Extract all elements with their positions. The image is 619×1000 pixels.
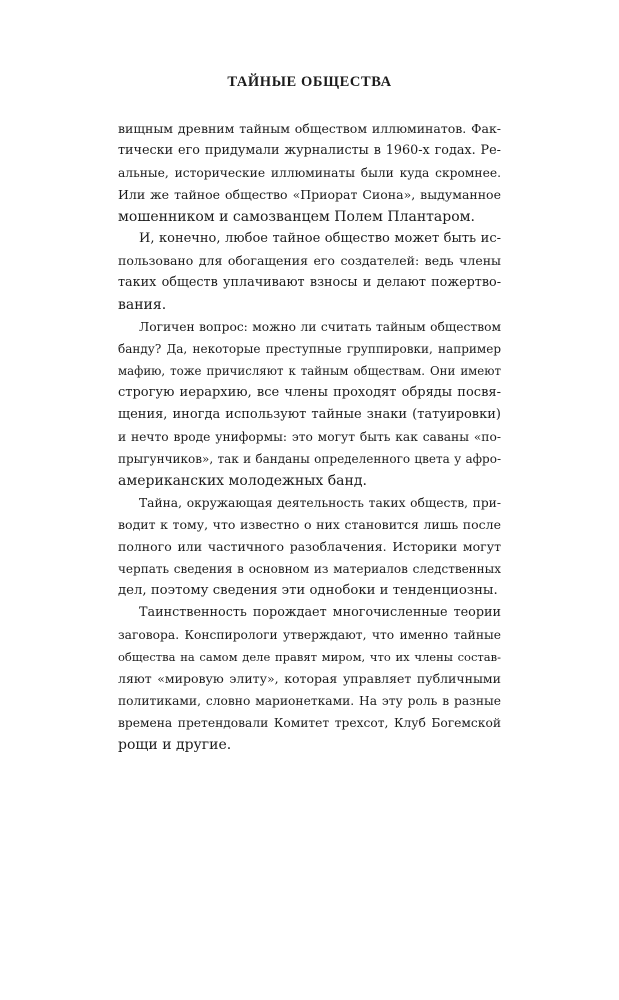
text-line: дел, поэтому сведения эти однобоки и тенденциозны. [118, 583, 498, 598]
running-header: ТАЙНЫЕ ОБЩЕСТВА [227, 74, 392, 90]
text-line: американских молодежных банд. [118, 473, 367, 489]
text-line: вищным древним тайным обществом иллюминатов. Фак- [118, 121, 501, 136]
text-line: И, конечно, любое тайное общество может быть ис- [139, 231, 501, 246]
text-line: и нечто вроде униформы: это могут быть как саваны «по- [118, 430, 501, 444]
text-line: Таинственность порождает многочисленные теории [139, 605, 501, 620]
text-line: общества на самом деле правят миром, что их члены состав- [118, 650, 501, 664]
text-line: полного или частичного разоблачения. Историки могут [118, 539, 501, 554]
text-line: пользовано для обогащения его создателей: ведь члены [118, 253, 501, 268]
text-line: Логичен вопрос: можно ли считать тайным обществом [139, 320, 501, 334]
text-line: ляют «мировую элиту», которая управляет публичными [118, 671, 501, 686]
text-line: мошенником и самозванцем Полем Плантаром. [118, 209, 475, 225]
text-line: заговора. Конспирологи утверждают, что именно тайные [118, 628, 501, 642]
text-line: водит к тому, что известно о них становится лишь после [118, 517, 501, 532]
text-line: времена претендовали Комитет трехсот, Клуб Богемской [118, 716, 501, 730]
text-line: черпать сведения в основном из материалов следственных [118, 562, 501, 576]
text-line: альные, исторические иллюминаты были куда скромнее. [118, 166, 501, 180]
text-line: строгую иерархию, все члены проходят обряды посвя- [118, 385, 501, 400]
text-line: политиками, словно марионетками. На эту роль в разные [118, 694, 501, 708]
text-line: Тайна, окружающая деятельность таких обществ, при- [139, 496, 501, 510]
text-line: рощи и другие. [118, 737, 232, 753]
text-line: банду? Да, некоторые преступные группировки, например [118, 342, 501, 356]
text-line: тически его придумали журналисты в 1960-х годах. Ре- [118, 143, 501, 158]
text-line: Или же тайное общество «Приорат Сиона», выдуманное [118, 187, 501, 202]
text-line: мафию, тоже причисляют к тайным обществам. Они имеют [118, 364, 501, 378]
text-line: таких обществ уплачивают взносы и делают пожертво- [118, 275, 501, 290]
text-line: вания. [118, 297, 167, 313]
text-line: прыгунчиков», так и банданы определенного цвета у афро- [118, 452, 501, 466]
body-text [118, 118, 501, 756]
text-line: щения, иногда используют тайные знаки (татуировки) [118, 407, 501, 422]
